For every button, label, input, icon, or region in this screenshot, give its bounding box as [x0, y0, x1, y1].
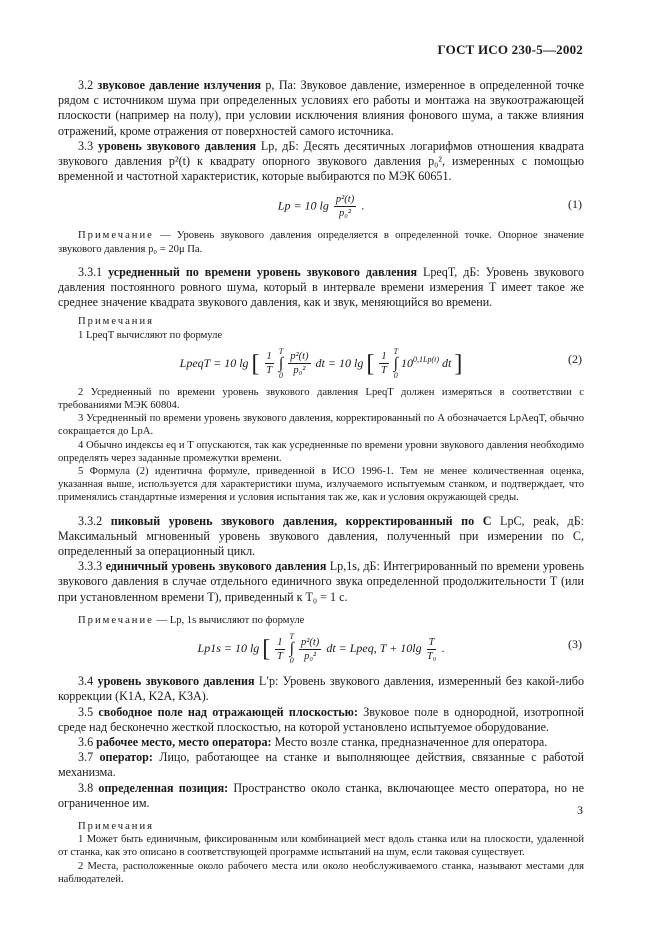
note-label: Примечание — [78, 230, 154, 242]
note-text: — Уровень звукового давления определяется в определенной точке. Опорное значение звукового давления p₀ = 20μ Па. — [58, 230, 584, 255]
term: рабочее место, место оператора: — [96, 734, 272, 749]
formula-1 — [58, 193, 584, 220]
formula-middle: dt = Lpeq, T + 10lg — [326, 640, 422, 655]
definition-text: р, Па: Звуковое давление, измеренное в определенной точке рядом с источником шума при определенных условиях его работы и монтажа на звукоотражающей плоскости (например на полу), при условии исключения влияния фонового шума, а также влияния отражений, кроме отражения от поверхностей самого источника. — [58, 78, 584, 138]
note-label: Примечание — [78, 614, 154, 626]
document-body — [58, 78, 584, 886]
definition-3-5 — [58, 705, 584, 735]
numerator: T — [428, 636, 435, 648]
denominator: T₀ — [426, 650, 437, 662]
formula-number: (1) — [568, 197, 582, 212]
definition-text: Пространство около станка, включающее место оператора, но не ограниченное им. — [58, 780, 584, 810]
formula-tail: . — [361, 198, 365, 213]
formula-3: Lp1s = 10 lg [ $\frac{1}{T}$ T ∫ 0 $\frac{\text{p²(t)}}{\text{p₀²}}$ dt = Lpeq, T + 10lg $\frac{T}{\text{T₀}}$ . (3) — [197, 632, 582, 666]
clause-number: 3.3.3 — [78, 559, 103, 574]
denominator: p₀² — [304, 650, 317, 662]
definition-text: LpeqT, дБ: Уровень звукового давления постоянного ровного шума, который в интервале времени измерения T имеет такое же среднее значение квадрата звукового давления, как и звук, меняющийся во времени. — [58, 264, 584, 310]
definition-text: LpC, peak, дБ: Максимальный мгновенный уровень звукового давления, полученный при измерении по C, определенный за операционный цикл. — [58, 513, 584, 559]
note-3 — [58, 614, 584, 627]
integral-lower: 0 — [289, 656, 294, 666]
term: уровень звукового давления — [98, 138, 257, 153]
numerator: p²(t) — [335, 194, 355, 206]
formula-tail: dt — [442, 355, 452, 370]
note-item-2: 2 Места, расположенные около рабочего места или около необслуживаемого станка, называют местами для наблюдателей. — [58, 860, 584, 885]
formula-lhs: Lp = 10 lg — [277, 198, 329, 213]
term: свободное поле над отражающей плоскостью: — [98, 704, 358, 719]
denominator: p₀² — [339, 208, 352, 220]
term: определенная позиция: — [98, 780, 229, 795]
definition-text: L′p: Уровень звукового давления, измеренный без какой-либо коррекции (K1A, K2A, K3A). — [58, 674, 584, 704]
definition-3-3-1 — [58, 265, 584, 311]
integral-upper: T — [289, 632, 294, 642]
formula-middle: dt = 10 lg — [315, 355, 364, 370]
note-item-1: 1 LpeqT вычисляют по формуле — [78, 329, 223, 341]
formula-2: LpeqT = 10 lg [ $\frac{1}{T}$ T ∫ 0 $\frac{\text{p²(t)}}{\text{p₀²}}$ dt = 10 lg [ $\frac{1}{T}$ T ∫ 0 $10^{0,1Lp(t)}$ dt ] (2) — [179, 346, 582, 380]
formula-number: (3) — [568, 637, 582, 652]
definition-3-8 — [58, 781, 584, 811]
definition-text: Звуковое поле в однородной, изотропной среде над бесконечно жесткой плоскостью, на которой установлено испытуемое оборудование. — [58, 704, 584, 734]
definition-3-7 — [58, 750, 584, 780]
definition-3-3-2 — [58, 514, 584, 560]
term: усредненный по времени уровень звукового давления — [108, 264, 418, 279]
clause-number: 3.8 — [78, 780, 94, 795]
base: 10 — [401, 355, 414, 370]
term: оператор: — [99, 750, 153, 765]
notes-label: Примечания — [78, 316, 154, 328]
denominator: T — [266, 365, 273, 377]
formula-lhs: Lp1s = 10 lg — [197, 640, 260, 655]
definition-text: Lp,1s, дБ: Интегрированный по времени уровень звукового давления в случае отдельного единичного звука определенной продолжительности T (или при установленном времени T), приведенный к T₀ = 1 с. — [58, 559, 585, 604]
clause-number: 3.3.1 — [78, 264, 103, 279]
clause-number: 3.3 — [78, 138, 94, 153]
note-item-1: 1 Может быть единичным, фиксированным или комбинацией мест вдоль станка или на плоскости, удаленной от станка, как это описано в соответствующей программе испытаний на шум, если таковая существует. — [58, 834, 584, 859]
definition-text: Лицо, работающее на станке и выполняющее действия, связанные с работой механизма. — [58, 750, 584, 780]
note-item-2: 2 Усредненный по времени уровень звукового давления LpeqT должен измеряться в соответствии с требованиями МЭК 60804. — [58, 386, 584, 412]
clause-number: 3.6 — [78, 734, 94, 749]
exponent: 0,1Lp(t) — [413, 354, 440, 364]
note-item-4: 4 Обычно индексы eq и T опускаются, так как усредненные по времени уровни звукового давления необходимо определять через заданные промежутки времени. — [58, 439, 584, 464]
definition-3-4 — [58, 674, 584, 704]
clause-number: 3.2 — [78, 78, 94, 92]
definition-3-6 — [58, 735, 584, 750]
denominator: T — [277, 650, 283, 662]
note-1 — [58, 229, 584, 255]
term: единичный уровень звукового давления — [105, 559, 327, 574]
denominator: p₀² — [293, 365, 306, 377]
definition-3-2 — [58, 78, 584, 139]
note-item-3: 3 Усредненный по времени уровень звукового давления, корректированный по A обозначается LpAeqT, обычно сокращается до LpA. — [58, 413, 584, 438]
term: пиковый уровень звукового давления, корректированный по C — [110, 513, 492, 528]
formula-tail: . — [441, 640, 445, 655]
clause-number: 3.7 — [78, 750, 94, 765]
numerator: p²(t) — [290, 351, 309, 363]
clause-number: 3.5 — [78, 704, 94, 719]
definition-text: Место возле станка, предназначенное для оператора. — [271, 734, 548, 749]
clause-number: 3.3.2 — [78, 513, 103, 528]
numerator: p²(t) — [301, 636, 320, 648]
numerator: 1 — [277, 636, 283, 648]
note-item-5: 5 Формула (2) идентична формуле, приведенной в ИСО 1996-1. Тем не менее количественная оценка, указанная выше, используется для характеристики шума, излучаемого испытуемым станком, и подтверждает, что применялись стандартные измерения и условия испытания так же, как и условия окружающей среды. — [58, 466, 584, 504]
formula-number: (2) — [568, 351, 582, 366]
standard-header: ГОСТ ИСО 230-5—2002 — [437, 42, 583, 57]
clause-number: 3.4 — [78, 674, 94, 689]
note-text: — Lp, 1s вычисляют по формуле — [153, 614, 305, 626]
numerator: 1 — [266, 351, 272, 363]
formula-lhs: LpeqT = 10 lg — [179, 355, 249, 370]
definition-text: Lp, дБ: Десять десятичных логарифмов отношения квадрата звукового давления p²(t) к квадрату опорного звукового давления p₀², измеренных с помощью временной и частотной характеристик, которые выбираются по МЭК 60651. — [58, 138, 584, 184]
page-number: 3 — [577, 803, 583, 817]
notes-label: Примечания — [78, 820, 154, 832]
integral-lower: 0 — [279, 370, 283, 380]
term: уровень звукового давления — [97, 674, 255, 689]
term: звуковое давление излучения — [97, 78, 262, 92]
definition-3-3 — [58, 139, 584, 185]
definition-3-3-3 — [58, 559, 584, 605]
integral-upper: T — [278, 346, 284, 356]
